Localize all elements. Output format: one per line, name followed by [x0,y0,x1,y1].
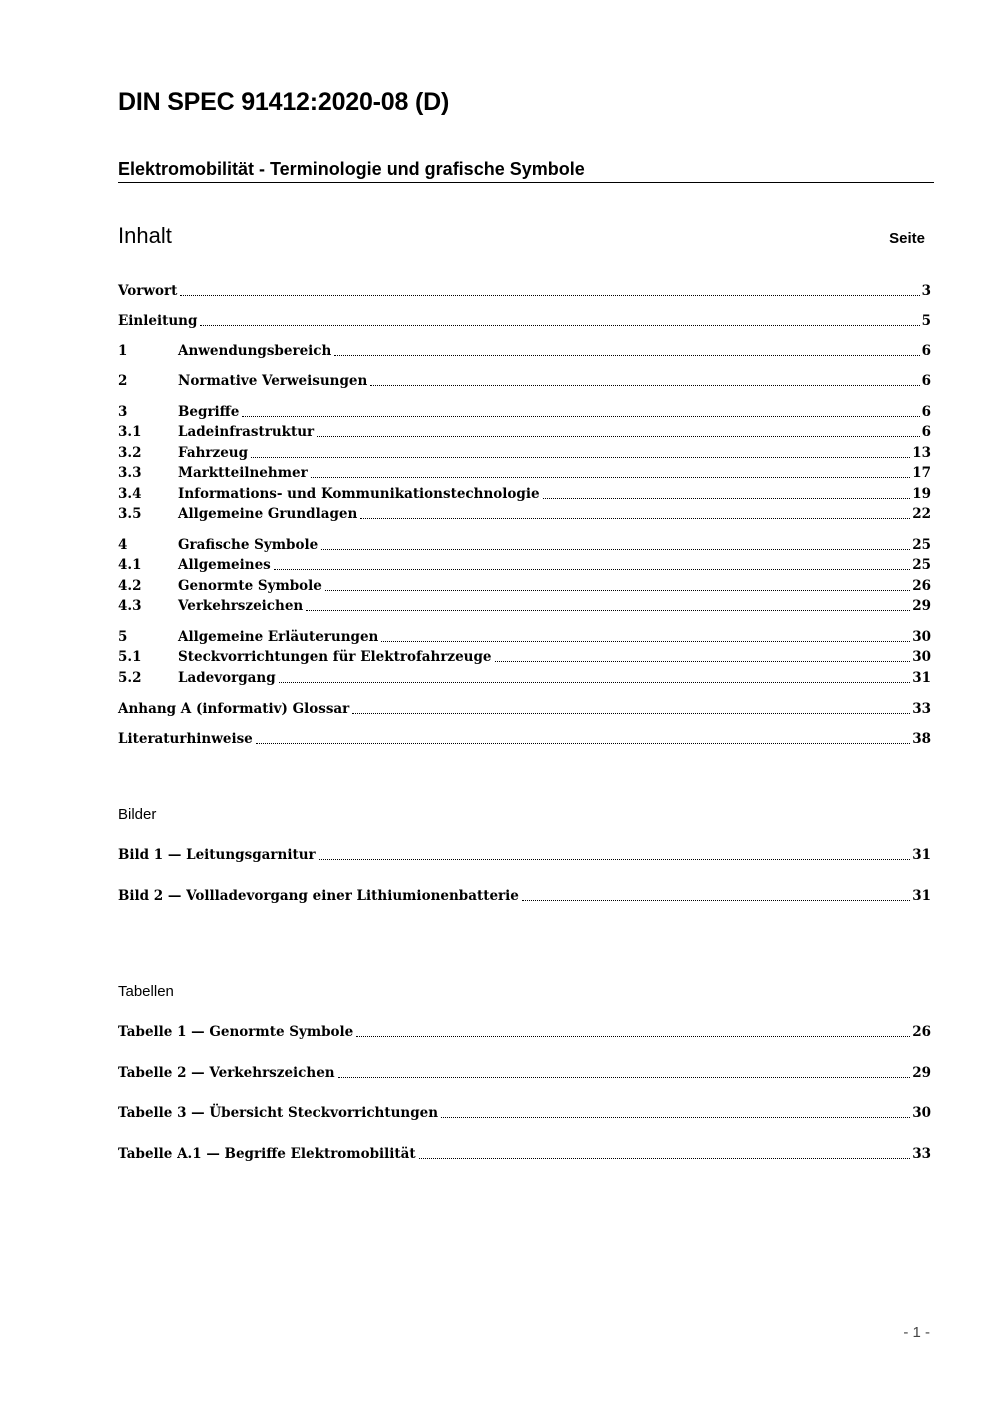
toc-entry-text: Vorwort [118,283,178,299]
toc-entry-text: Begriffe [178,404,240,420]
toc-entry-text: Ladevorgang [178,670,276,686]
toc-entry[interactable] [118,534,931,554]
figure-entry[interactable] [118,844,931,864]
toc-entry-text: Genormte Symbole [178,578,322,594]
toc-leader [543,497,911,499]
toc-entry-page: 26 [912,578,931,594]
toc-leader [306,609,910,611]
toc-leader [495,660,911,662]
toc-entry-text: Allgemeine Erläuterungen [178,629,379,645]
toc-heading: Inhalt [118,223,172,248]
toc-entry[interactable] [118,575,931,595]
toc-entry-page: 38 [912,731,931,747]
toc-entry[interactable] [118,698,931,718]
toc-entry-page: 30 [912,629,931,645]
toc-entry[interactable] [118,728,931,748]
toc-entry[interactable] [118,310,931,330]
toc-entry-number: 5.2 [118,670,142,686]
toc-entry-number: 5 [118,629,128,645]
figures-heading: Bilder [118,806,157,823]
toc-entry-text: Anhang A (informativ) Glossar [118,701,350,717]
toc-leader [319,858,911,860]
figure-entry-text: Bild 1 — Leitungsgarnitur [118,847,316,863]
table-entry-text: Tabelle 1 — Genormte Symbole [118,1024,354,1040]
toc-leader [242,415,919,417]
toc-entry-number: 3.2 [118,445,142,461]
toc-entry-page: 30 [912,649,931,665]
table-entry-page: 29 [912,1065,931,1081]
toc-leader [334,354,919,356]
toc-entry-text: Marktteilnehmer [178,465,308,481]
toc-entry-text: Verkehrszeichen [178,598,304,614]
toc-entry-page: 33 [912,701,931,717]
toc-leader [279,681,911,683]
toc-entry-page: 3 [921,283,931,299]
toc-entry-page: 17 [912,465,931,481]
toc-entry[interactable] [118,646,931,666]
toc-entry-text: Steckvorrichtungen für Elektrofahrzeuge [178,649,492,665]
toc-entry-page: 22 [912,506,931,522]
toc-entry[interactable] [118,280,931,300]
toc-leader [352,712,910,714]
toc-entry-page: 5 [921,313,931,329]
toc-entry[interactable] [118,442,931,462]
toc-leader [325,589,910,591]
toc-entry[interactable] [118,401,931,421]
toc-leader [274,568,910,570]
table-entry-text: Tabelle 2 — Verkehrszeichen [118,1065,335,1081]
toc-entry-text: Literaturhinweise [118,731,253,747]
toc-leader [356,1035,910,1037]
toc-entry[interactable] [118,503,931,523]
toc-leader [338,1076,911,1078]
toc-entry-page: 29 [912,598,931,614]
toc-entry-text: Fahrzeug [178,445,249,461]
toc-entry-number: 4.1 [118,557,142,573]
toc-entry-number: 4.2 [118,578,142,594]
toc-entry[interactable] [118,370,931,390]
toc-entry-page: 6 [921,404,931,420]
toc-leader [251,456,910,458]
toc-leader [522,899,910,901]
toc-entry-text: Grafische Symbole [178,537,319,553]
toc-entry-number: 3.1 [118,424,142,440]
toc-entry-page: 19 [912,486,931,502]
table-entry[interactable] [118,1102,931,1122]
toc-entry-text: Allgemeines [178,557,271,573]
toc-entry-text: Allgemeine Grundlagen [178,506,358,522]
toc-entry-page: 6 [921,343,931,359]
toc-entry-text: Normative Verweisungen [178,373,368,389]
table-entry[interactable] [118,1062,931,1082]
table-entry-page: 26 [912,1024,931,1040]
toc-entry[interactable] [118,667,931,687]
toc-entry-text: Informations- und Kommunikationstechnologie [178,486,540,502]
toc-entry-page: 6 [921,424,931,440]
toc-entry-number: 1 [118,343,128,359]
figure-entry[interactable] [118,885,931,905]
toc-entry[interactable] [118,421,931,441]
toc-entry[interactable] [118,483,931,503]
table-entry-page: 33 [912,1146,931,1162]
figure-entry-page: 31 [912,888,931,904]
toc-leader [311,476,911,478]
toc-entry-page: 25 [912,557,931,573]
toc-entry-page: 6 [921,373,931,389]
toc-leader [441,1116,910,1118]
document-title: DIN SPEC 91412:2020-08 (D) [118,88,450,116]
toc-entry-page: 31 [912,670,931,686]
table-entry-page: 30 [912,1105,931,1121]
toc-entry-text: Ladeinfrastruktur [178,424,315,440]
toc-entry-number: 3.3 [118,465,142,481]
toc-leader [360,517,910,519]
toc-entry[interactable] [118,462,931,482]
toc-leader [419,1157,911,1159]
toc-page-label: Seite [889,230,925,247]
toc-entry-number: 2 [118,373,128,389]
toc-entry-page: 25 [912,537,931,553]
toc-entry[interactable] [118,340,931,360]
table-entry-text: Tabelle 3 — Übersicht Steckvorrichtungen [118,1105,439,1121]
toc-entry-number: 4.3 [118,598,142,614]
toc-entry-number: 5.1 [118,649,142,665]
toc-entry-page: 13 [912,445,931,461]
toc-entry[interactable] [118,595,931,615]
toc-leader [180,294,919,296]
table-entry[interactable] [118,1143,931,1163]
toc-entry-number: 3.5 [118,506,142,522]
toc-leader [317,435,919,437]
toc-leader [256,742,910,744]
toc-entry[interactable] [118,554,931,574]
toc-entry-text: Einleitung [118,313,198,329]
toc-entry-number: 3.4 [118,486,142,502]
toc-entry-number: 3 [118,404,128,420]
page-number: - 1 - [903,1324,930,1341]
toc-leader [370,384,919,386]
tables-heading: Tabellen [118,983,174,1000]
toc-entry-number: 4 [118,537,128,553]
figure-entry-page: 31 [912,847,931,863]
document-subtitle: Elektromobilität - Terminologie und grafische Symbole [118,158,934,183]
toc-entry[interactable] [118,626,931,646]
toc-leader [321,548,910,550]
toc-leader [200,324,919,326]
toc-leader [381,640,910,642]
table-entry[interactable] [118,1021,931,1041]
figure-entry-text: Bild 2 — Vollladevorgang einer Lithiumionenbatterie [118,888,519,904]
toc-entry-text: Anwendungsbereich [178,343,332,359]
table-entry-text: Tabelle A.1 — Begriffe Elektromobilität [118,1146,416,1162]
